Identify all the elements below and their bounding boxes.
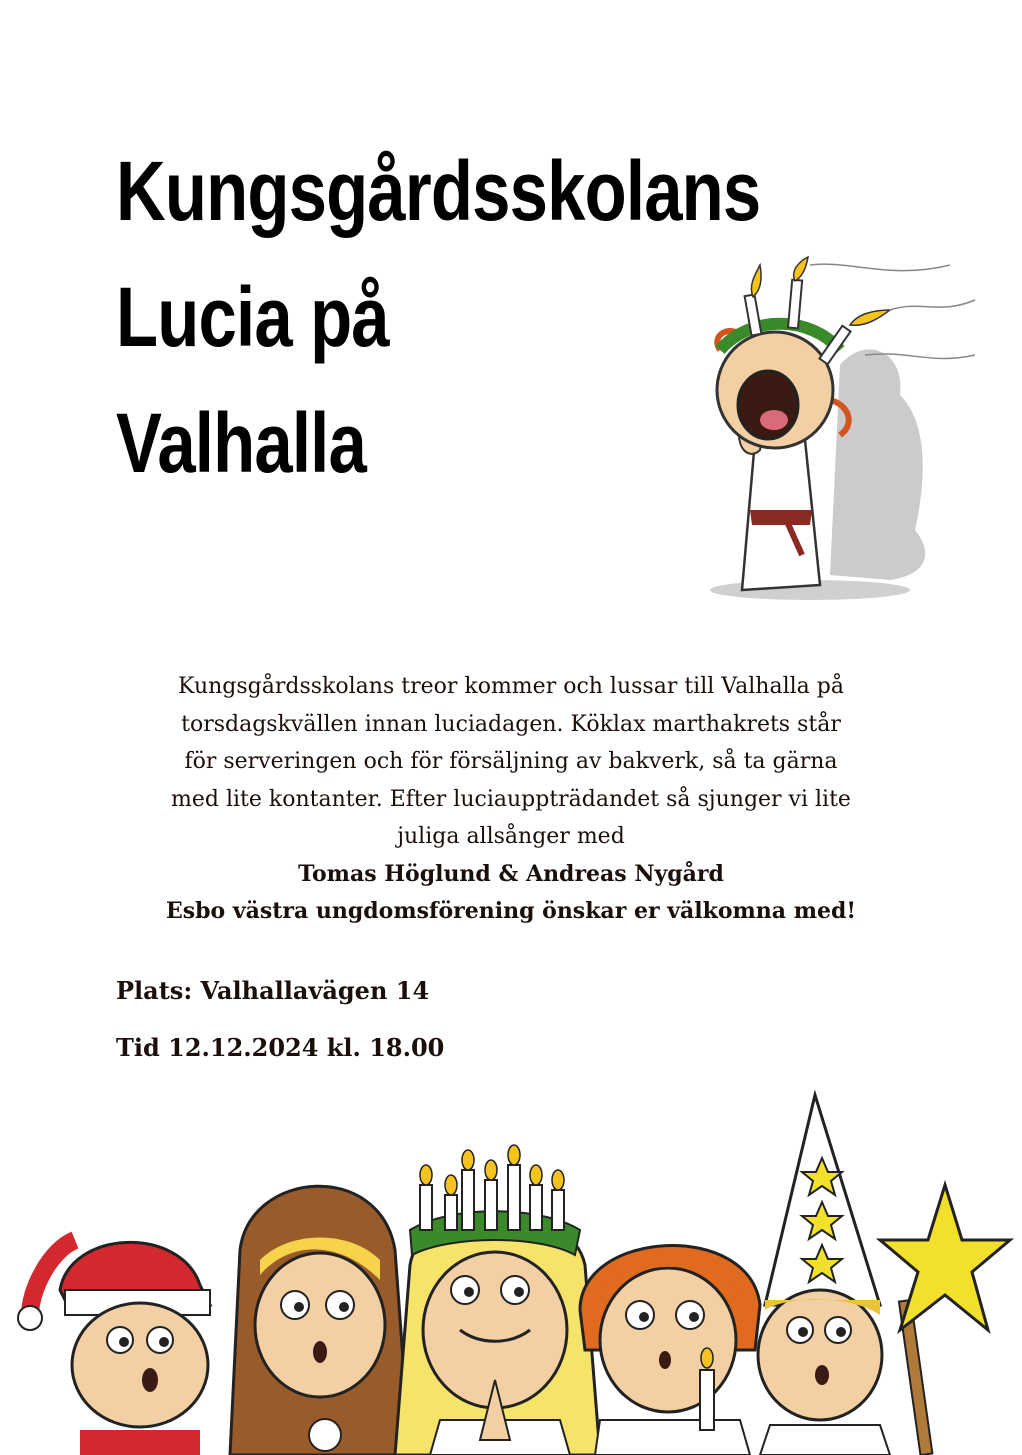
welcome-message: Esbo västra ungdomsförening önskar er välkomna med!	[165, 898, 857, 924]
title-line-2: Lucia på	[116, 270, 389, 364]
performers: Tomas Höglund & Andreas Nygård	[298, 860, 724, 887]
title-line-3: Valhalla	[116, 396, 366, 490]
description-line-3: för serveringen och för försäljning av bakverk, så ta gärna	[184, 749, 838, 774]
lucia-singer-illustration	[690, 255, 980, 610]
poster-title	[116, 128, 760, 506]
event-place: Plats: Valhallavägen 14	[116, 976, 430, 1005]
description-line-2: torsdagskvällen innan luciadagen. Köklax marthakrets står	[181, 711, 841, 737]
lucia-kid	[395, 1145, 600, 1455]
event-description	[100, 668, 922, 931]
description-line-5: juliga allsånger med	[397, 824, 625, 849]
title-line-1: Kungsgårdsskolans	[116, 144, 761, 238]
lucia-procession-illustration	[0, 1090, 1022, 1455]
santa-kid	[18, 1240, 210, 1455]
description-line-1: Kungsgårdsskolans treor kommer och lussar till Valhalla på	[178, 674, 844, 699]
event-time: Tid 12.12.2024 kl. 18.00	[116, 1033, 445, 1062]
star-boy	[758, 1095, 1010, 1455]
redhead-kid	[580, 1245, 760, 1455]
description-line-4: med lite kontanter. Efter luciauppträdandet så sjunger vi lite	[171, 786, 851, 812]
gingerbread-kid	[230, 1186, 410, 1455]
